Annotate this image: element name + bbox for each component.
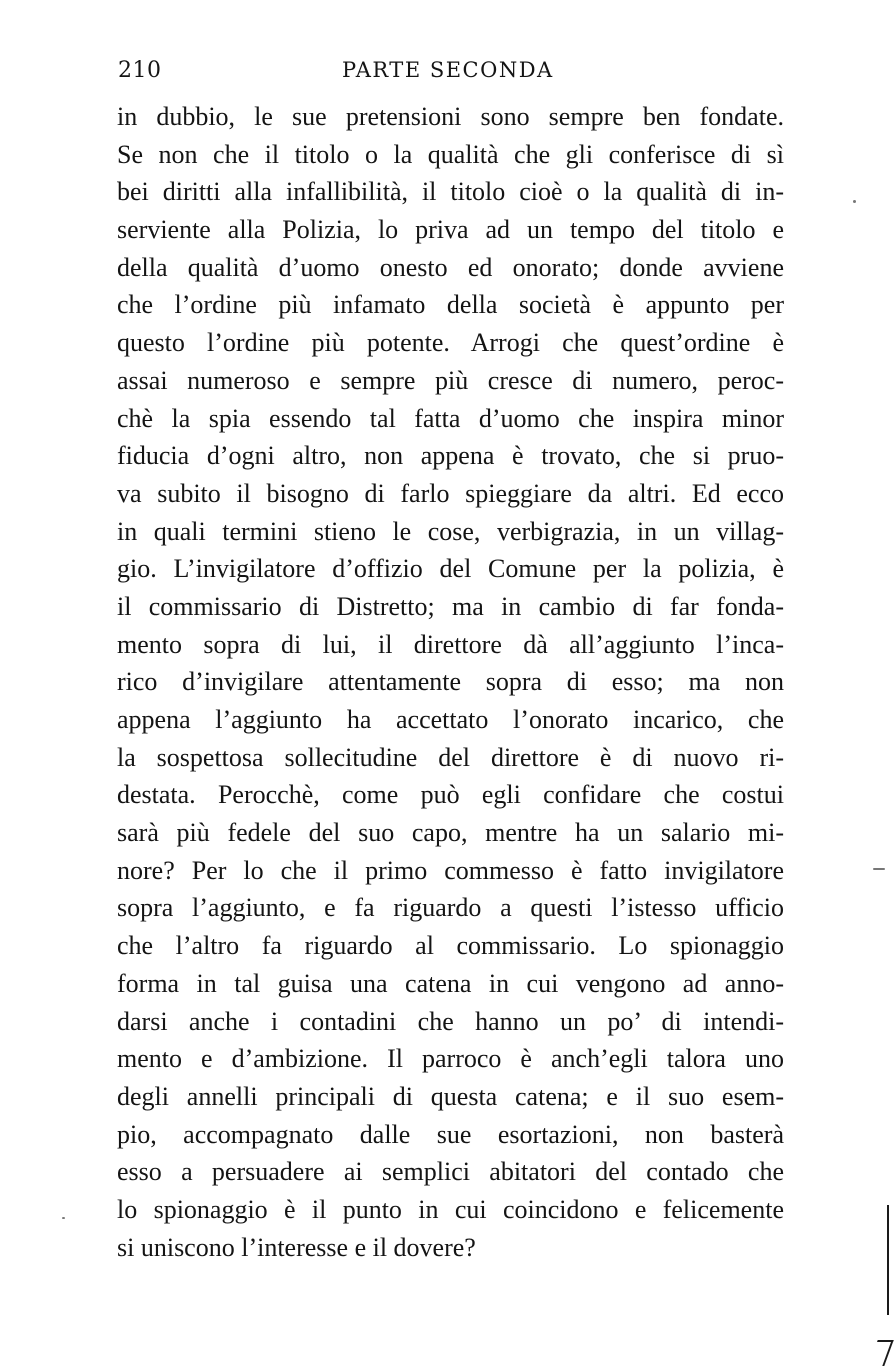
text-line: in quali termini stieno le cose, verbigrazia, in un villag- bbox=[117, 516, 784, 546]
text-line: appena l’aggiunto ha accettato l’onorato incarico, che bbox=[117, 705, 784, 734]
text-line: forma in tal guisa una catena in cui vengono ad anno- bbox=[117, 968, 784, 998]
page-edge-mark bbox=[887, 1205, 889, 1315]
text-line: gio. L’invigilatore d’offizio del Comune per la polizia, è bbox=[117, 554, 784, 584]
text-line: sarà più fedele del suo capo, mentre ha un salario mi- bbox=[117, 818, 784, 848]
text-line: che l’ordine più infamato della società è appunto per bbox=[117, 290, 784, 320]
text-line: rico d’invigilare attentamente sopra di esso; ma non bbox=[117, 667, 784, 697]
text-line: darsi anche i contadini che hanno un po’ di intendi- bbox=[117, 1006, 784, 1036]
body-text bbox=[117, 98, 784, 1266]
text-line: lo spionaggio è il punto in cui coincidono e felicemente bbox=[117, 1194, 784, 1224]
text-line: va subito il bisogno di farlo spieggiare da altri. Ed ecco bbox=[117, 478, 784, 508]
text-line: il commissario di Distretto; ma in cambio di far fonda- bbox=[117, 591, 784, 621]
text-line: che l’altro fa riguardo al commissario. Lo spionaggio bbox=[117, 931, 784, 961]
ink-speck bbox=[62, 1217, 65, 1219]
text-line: nore? Per lo che il primo commesso è fatto invigilatore bbox=[117, 855, 784, 885]
text-line: destata. Perocchè, come può egli confidare che costui bbox=[117, 780, 784, 810]
page-number: 210 bbox=[118, 58, 162, 83]
ink-speck bbox=[853, 200, 856, 203]
text-line: fiducia d’ogni altro, non appena è trovato, che si pruo- bbox=[117, 441, 784, 471]
text-line: mento e d’ambizione. Il parroco è anch’egli talora uno bbox=[117, 1044, 784, 1074]
text-line: Se non che il titolo o la qualità che gli conferisce di sì bbox=[117, 139, 784, 169]
text-line: in dubbio, le sue pretensioni sono sempre ben fondate. bbox=[117, 102, 784, 131]
text-line: assai numeroso e sempre più cresce di numero, peroc- bbox=[117, 365, 784, 395]
page-header bbox=[118, 58, 780, 92]
text-line: si uniscono l’interesse e il dovere? bbox=[117, 1232, 476, 1262]
running-head: PARTE SECONDA bbox=[342, 58, 554, 82]
text-line: sopra l’aggiunto, e fa riguardo a questi l’istesso ufficio bbox=[117, 893, 784, 923]
text-line: esso a persuadere ai semplici abitatori del contado che bbox=[117, 1157, 784, 1187]
ink-speck bbox=[873, 868, 885, 870]
text-line: pio, accompagnato dalle sue esortazioni, non basterà bbox=[117, 1119, 784, 1149]
page-corner-mark bbox=[868, 1340, 893, 1366]
text-line: bei diritti alla infallibilità, il titolo cioè o la qualità di in- bbox=[117, 177, 784, 207]
text-line: questo l’ordine più potente. Arrogi che quest’ordine è bbox=[117, 328, 784, 358]
text-line: della qualità d’uomo onesto ed onorato; donde avviene bbox=[117, 252, 784, 282]
text-line: la sospettosa sollecitudine del direttore è di nuovo ri- bbox=[117, 742, 784, 772]
text-line: chè la spia essendo tal fatta d’uomo che inspira minor bbox=[117, 403, 784, 433]
text-line: mento sopra di lui, il direttore dà all’aggiunto l’inca- bbox=[117, 629, 784, 659]
text-line: serviente alla Polizia, lo priva ad un tempo del titolo e bbox=[117, 215, 784, 245]
text-line: degli annelli principali di questa catena; e il suo esem- bbox=[117, 1081, 784, 1111]
